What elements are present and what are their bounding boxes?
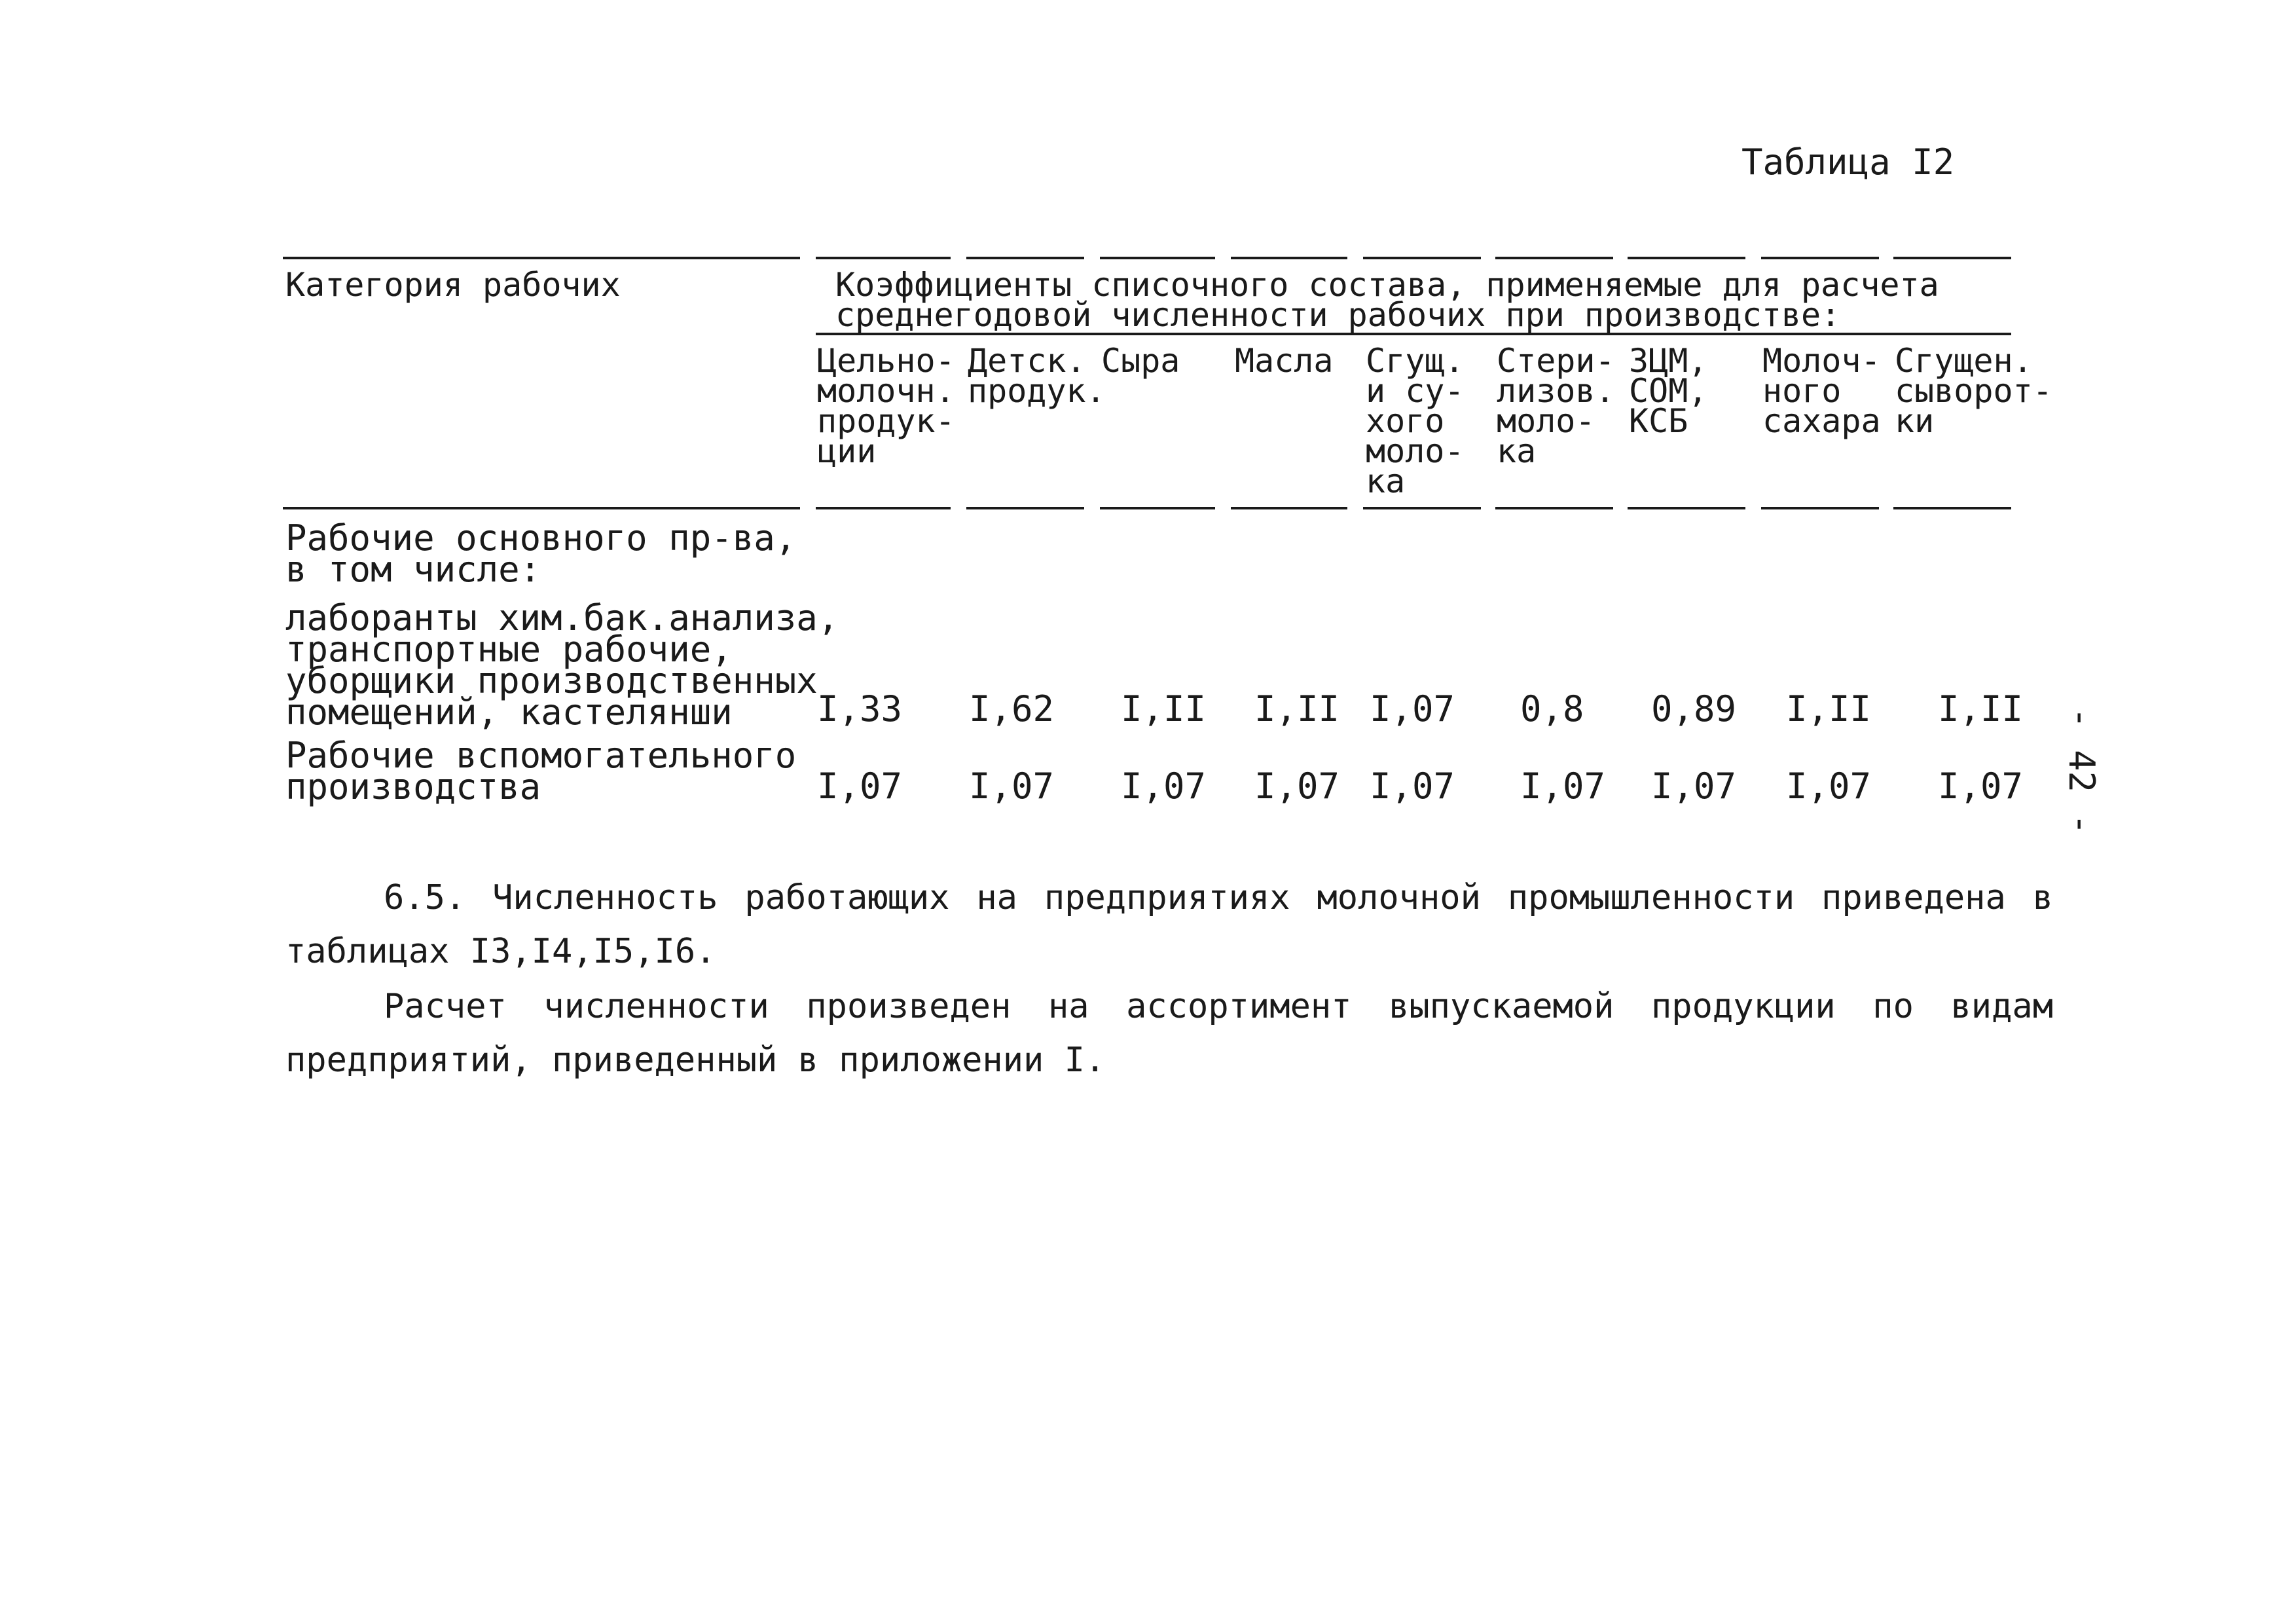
header-bottom-rule-col-5 [1363, 507, 1481, 509]
table-cell: I,07 [969, 766, 1055, 807]
header-bottom-rule-col-9 [1893, 507, 2011, 509]
header-bottom-rule-col-4 [1231, 507, 1347, 509]
header-bottom-rule-col-7 [1628, 507, 1745, 509]
col-header-zcm-som-ksb: ЗЦМ, СОМ, КСБ [1629, 342, 1708, 440]
table-cell: I,07 [1938, 766, 2024, 807]
table-cell: I,II [1786, 688, 1872, 729]
paragraph-calculation: Расчет численности произведен на ассортимент выпускаемой продукции по видам предприятий, приведенный в приложении I. [285, 987, 2053, 1080]
top-rule-col-2 [966, 257, 1084, 259]
page-number: - 42 - [2061, 707, 2102, 836]
table-cell: I,II [1938, 688, 2024, 729]
table-cell: I,07 [817, 766, 903, 807]
group-header-line-2: среднегодовой численности рабочих при производстве: [835, 296, 1841, 334]
table-cell: 0,8 [1520, 688, 1584, 729]
col-header-condensed-dry-milk: Сгущ. и су- хого моло- ка [1366, 342, 1465, 500]
top-rule-col-9 [1893, 257, 2011, 259]
table-cell: I,07 [1370, 688, 1455, 729]
table-cell: I,62 [969, 688, 1055, 729]
row-label-main-production: Рабочие основного пр-ва, в том числе: [285, 517, 797, 590]
header-bottom-rule-col-1 [816, 507, 951, 509]
category-header: Категория рабочих [285, 266, 621, 304]
group-header-line-1: Коэффициенты списочного состава, применяемые для расчета [835, 266, 1939, 304]
header-bottom-rule-category [283, 507, 800, 509]
top-rule-col-8 [1761, 257, 1879, 259]
group-header-rule [816, 333, 2011, 335]
top-rule-col-1 [816, 257, 951, 259]
top-rule-col-7 [1628, 257, 1745, 259]
paragraph-6-5: 6.5. Численность работающих на предприятиях молочной промышленности приведена в таблицах I3,I4,I5,I6. [285, 878, 2053, 971]
table-cell: I,II [1254, 688, 1340, 729]
header-bottom-rule-col-2 [966, 507, 1084, 509]
table-cell: I,07 [1786, 766, 1872, 807]
table-cell: I,07 [1520, 766, 1606, 807]
top-rule-category [283, 257, 800, 259]
table-cell: I,07 [1254, 766, 1340, 807]
top-rule-col-4 [1231, 257, 1347, 259]
top-rule-col-5 [1363, 257, 1481, 259]
col-header-whole-milk: Цельно- молочн. продук- ции [817, 342, 955, 470]
table-cell: I,07 [1121, 766, 1207, 807]
table-cell: I,33 [817, 688, 903, 729]
row-label-auxiliary-production: Рабочие вспомогательного производства [285, 735, 797, 807]
row-label-lab-transport-cleaners: лаборанты хим.бак.анализа, транспортные рабочие, уборщики производственных помещений, кастелянши [285, 597, 839, 733]
table-cell: 0,89 [1651, 688, 1737, 729]
col-header-milk-sugar: Молоч- ного сахара [1762, 342, 1881, 440]
header-bottom-rule-col-3 [1100, 507, 1215, 509]
table-cell: I,07 [1370, 766, 1455, 807]
header-bottom-rule-col-8 [1761, 507, 1879, 509]
top-rule-col-3 [1100, 257, 1215, 259]
header-bottom-rule-col-6 [1495, 507, 1613, 509]
col-header-cheese: Сыра [1101, 342, 1180, 380]
top-rule-col-6 [1495, 257, 1613, 259]
col-header-condensed-whey: Сгущен. сыворот- ки [1895, 342, 2052, 440]
col-header-butter: Масла [1235, 342, 1334, 380]
col-header-sterilized-milk: Стери- лизов. моло- ка [1497, 342, 1615, 470]
col-header-baby-products: Детск. продук. [968, 342, 1106, 410]
table-cell: I,II [1121, 688, 1207, 729]
table-caption: Таблица I2 [1741, 141, 1955, 183]
table-cell: I,07 [1651, 766, 1737, 807]
